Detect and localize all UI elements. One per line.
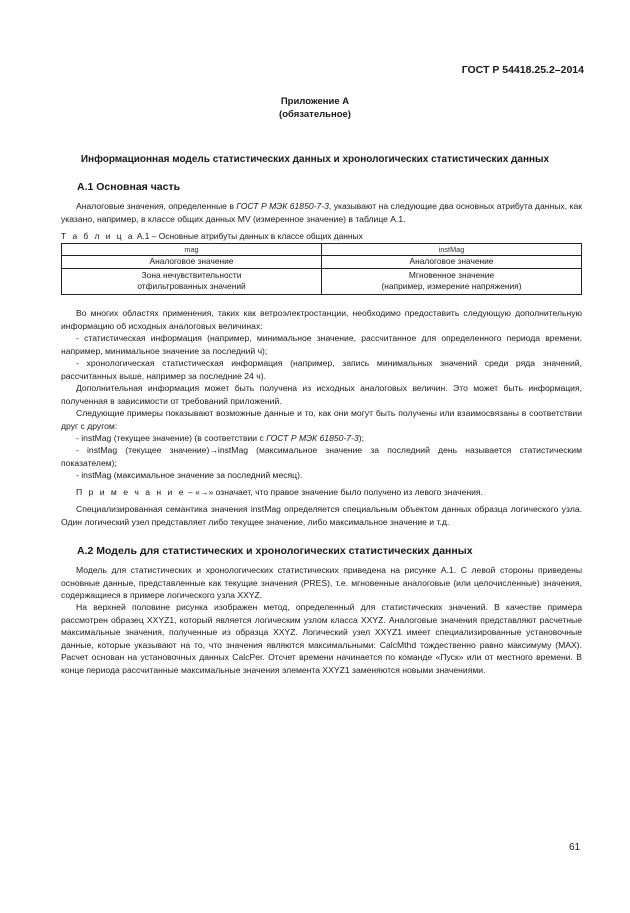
section-a2-heading: А.2 Модель для статистических и хронологических статистических данных [77, 545, 473, 557]
a1-intro-text-cont: , указывают на следующие два основных атрибута данных, как указано, например, в классе общих данных MV (измеренное значение) в таблице А.1. [61, 201, 582, 224]
table-caption [61, 231, 363, 241]
table-row [62, 256, 582, 269]
a1-paragraph-3: Следующие примеры показывают возможные данные и то, как они могут быть получены или взаимосвязаны в соответствии друг с другом: [61, 408, 582, 431]
table-cell-line: отфильтрованных значений [137, 281, 246, 291]
annex-title: Приложение А [280, 96, 350, 107]
standard-reference: ГОСТ Р МЭК 61850-7-3 [266, 433, 359, 443]
a1-example-3: - instMag (максимальное значение за последний месяц). [76, 470, 303, 480]
annex-status: (обязательное) [279, 109, 351, 120]
table-cell: Аналоговое значение [322, 256, 582, 269]
table-cell: Аналоговое значение [62, 256, 322, 269]
table-cell-line: Мгновенное значение [408, 269, 495, 280]
a1-intro-paragraph [61, 200, 582, 225]
table-cell [62, 268, 322, 294]
a1-example-1 [61, 432, 582, 445]
a1-list-item-historical: - хронологическая статистическая информация (например, запись минимальных значений среди ряда значений, рассчитанных выше, например за последние 24 ч). [61, 358, 582, 381]
main-title: Информационная модель статистических данных и хронологических статистических данных [80, 154, 550, 165]
note-label: П р и м е ч а н и е [76, 487, 186, 497]
table-header-cell: mag [62, 244, 322, 256]
example-text: - instMag (текущее значение) (в соответствии с [76, 433, 267, 443]
a1-note [61, 486, 582, 499]
a2-paragraph-2: На верхней половине рисунка изображен метод, определенный для статистических значений. В качестве примера рассмотрен образец XXYZ1, который является логическим узлом класса XXYZ. Аналоговые значения представляют расчетные максимальные значения, полученные из образца XXYZ. Логический узел XXYZ1 имеет специализированные установочные данные, которые указывают на то, что значения являются максимальными: CalcMthd тождественно равно максимуму (MAX). Расчет основан на установочных данных CalcPer. Отсчет времени начинается по команде «Пуск» или от местного времени. В конце периода рассчитанные максимальные значения элемента XXYZ1 заменяются новыми значениями. [61, 602, 582, 675]
a1-list-item-statistical: - статистическая информация (например, минимальное значение, рассчитанное для определенного периода времени, например, минимальное значение за последний ч); [61, 333, 582, 356]
table-header-cell: instMag [322, 244, 582, 256]
a2-paragraph-1: Модель для статистических и хронологических статистических приведена на рисунке А.1. С левой стороны приведены основные данные, представленные как текущие значения (PRES), т.е. мгновенные аналоговые (или целочисленные) значения, содержащиеся в примере логического узла XXYZ. [61, 565, 582, 600]
note-text: – «→» означает, что правое значение было получено из левого значения. [185, 487, 483, 497]
standard-reference: ГОСТ Р МЭК 61850-7-3 [236, 201, 329, 211]
table-caption-label: Т а б л и ц а [61, 231, 135, 241]
table-cell [322, 268, 582, 294]
attributes-table [61, 243, 582, 295]
table-cell-line: Зона нечувствительности [141, 269, 242, 280]
table-row [62, 268, 582, 294]
section-a1-heading: А.1 Основная часть [77, 181, 181, 193]
a1-paragraph-1: Во многих областях применения, таких как ветроэлектростанции, необходимо предоставить следующую дополнительную информацию об исходных аналоговых величинах: [61, 308, 582, 331]
table-caption-text: А.1 – Основные атрибуты данных в классе общих данных [134, 231, 363, 241]
table-header-row [62, 244, 582, 256]
example-text-end: ); [358, 433, 364, 443]
a1-example-2: - instMag (текущее значение)→instMag (максимальное значение за последний день называется статистическим показателем); [61, 445, 582, 468]
a1-paragraph-4: Специализированная семантика значения instMag определяется специальным объектом данных образца логического узла. Один логический узел представляет либо текущее значение, либо максимальное значение и т.д. [61, 504, 582, 527]
page-number: 61 [569, 842, 581, 853]
document-number: ГОСТ Р 54418.25.2–2014 [461, 64, 584, 76]
a1-intro-text: Аналоговые значения, определенные в [76, 201, 237, 211]
table-cell-line: (например, измерение напряжения) [381, 281, 522, 291]
annex-heading [0, 95, 630, 121]
a1-paragraph-2: Дополнительная информация может быть получена из исходных аналоговых величин. Это может быть информация, полученная в зависимости от требований приложений. [61, 383, 582, 406]
